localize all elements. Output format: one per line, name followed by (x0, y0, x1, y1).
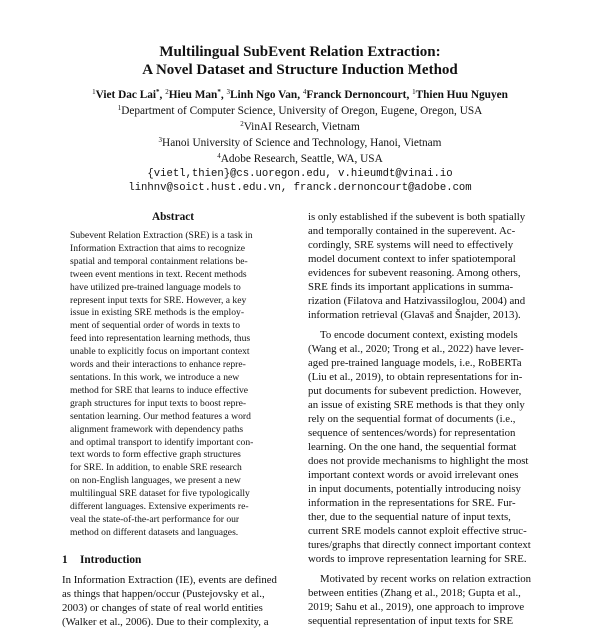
body-line: as things that happen/occur (Pustejovsky et al., (62, 587, 265, 600)
body-line: rely on the sequential format of documents (i.e., (308, 413, 516, 425)
abstract-line: unable to explicitly focus on important context (70, 346, 250, 358)
abstract-line: words and their interactions to enhance repre- (70, 359, 246, 371)
email-line-2: linhnv@soict.hust.edu.vn, franck.dernoncourt@adobe.com (128, 182, 472, 194)
body-line: ther, due to the sequential nature of input texts, (308, 511, 511, 523)
body-line: Motivated by recent works on relation extraction (320, 573, 532, 585)
body-line: words to improve representation learning for SRE. (308, 553, 527, 565)
paragraph-2 (308, 328, 530, 566)
email-line-1: {vietl,thien}@cs.uoregon.edu, v.hieumdt@vinai.io (147, 168, 453, 180)
author-5: $^1$Thien Huu Nguyen (412, 88, 508, 101)
introduction-body (62, 573, 284, 629)
section-heading-introduction (62, 553, 284, 567)
author-list: $^1$Viet Dac Lai*, $^2$Hieu Man*, $^3$Linh Ngo Van, $^4$Franck Dernoncourt, $^1$Thien Huu Nguyen (92, 88, 508, 101)
affiliation-4: $^4$Adobe Research, Seattle, WA, USA (217, 152, 383, 165)
abstract-line: method on different datasets and languages. (70, 526, 239, 538)
abstract-line: issue in existing SRE methods is the employ- (70, 307, 245, 319)
body-line: information in the representations for SRE. Fur- (308, 497, 516, 509)
abstract-body (62, 230, 284, 540)
body-line: between entities (Zhang et al., 2018; Gupta et al., (308, 587, 521, 599)
body-line: cordingly, SRE systems will need to effectively (308, 239, 514, 251)
abstract-line: for SRE. In addition, to enable SRE research (70, 462, 242, 474)
body-line: 2019; Sahu et al., 2019), one approach to improve (308, 601, 525, 613)
abstract-line: and optimal transport to identify important con- (70, 436, 254, 448)
author-3: $^3$Linh Ngo Van (226, 88, 298, 101)
body-line: does not provide mechanisms to highlight the most (308, 455, 529, 467)
paragraph-3 (308, 572, 530, 628)
body-line: learning. On the one hand, the sequential format (308, 441, 517, 453)
author-1: $^1$Viet Dac Lai* (92, 88, 160, 101)
body-line: (Liu et al., 2019), to obtain representations for in- (308, 371, 523, 383)
left-column (62, 210, 284, 629)
right-column (308, 210, 530, 628)
abstract-line: multilingual SRE dataset for five typologically (70, 488, 250, 500)
paper-title-line-1: Multilingual SubEvent Relation Extraction: (159, 44, 441, 60)
body-line: SRE finds its important applications in summa- (308, 281, 514, 293)
body-line: evidences for subevent reasoning. Among others, (308, 267, 521, 279)
abstract-line: alignment framework with dependency paths (70, 423, 244, 435)
author-4: $^4$Franck Dernoncourt (302, 88, 407, 101)
body-line: is only established if the subevent is both spatially (308, 211, 526, 223)
body-line: important context words or avoid irrelevant ones (308, 469, 519, 481)
abstract-line: graph structures for input texts to boost repre- (70, 397, 247, 409)
abstract-line: represent input texts for SRE. However, a key (70, 294, 247, 306)
abstract-line: Subevent Relation Extraction (SRE) is a task in (70, 230, 253, 241)
abstract-line: sentation learning. Our method features a word (70, 410, 251, 422)
abstract-heading: Abstract (151, 211, 195, 223)
section-number: 1 (62, 553, 68, 566)
body-line: (Walker et al., 2006). Due to their complexity, a (62, 615, 269, 628)
author-2: $^2$Hieu Man* (165, 88, 221, 101)
body-line: and temporally contained in the superevent. Ac- (308, 225, 516, 237)
body-line: (Wang et al., 2020; Trong et al., 2022) have lever- (308, 343, 524, 355)
abstract-line: text words to form effective graph structures (70, 449, 241, 461)
body-line: In Information Extraction (IE), events are defined (62, 573, 277, 586)
affiliation-3: $^3$Hanoi University of Science and Technology, Hanoi, Vietnam (158, 136, 442, 149)
abstract-line: have utilized pre-trained language models to (70, 281, 241, 293)
abstract-line: ment of sequential order of words in texts to (70, 320, 240, 332)
section-title-text: Introduction (80, 553, 142, 566)
abstract-line: different languages. Extensive experiments re- (70, 501, 249, 513)
body-line: an issue of existing SRE methods is that they only (308, 399, 525, 411)
paper-header (40, 44, 560, 195)
body-line: in input documents, potentially introducing noisy (308, 483, 521, 495)
body-line: model document context to infer spatiotemporal (308, 253, 516, 265)
body-line: 2003) or changes of state of real world entities (62, 601, 263, 614)
body-line: To encode document context, existing models (320, 329, 518, 341)
affiliation-1: $^1$Department of Computer Science, University of Oregon, Eugene, Oregon, USA (117, 104, 483, 117)
abstract-line: spatial and temporal containment relations be- (70, 255, 248, 267)
body-line: rization (Filatova and Hatzivassiloglou, 2004) and (308, 295, 526, 307)
body-line: information retrieval (Glavaš and Šnajder, 2013). (308, 309, 521, 321)
abstract-line: tween event mentions in text. Recent methods (70, 268, 247, 280)
body-line: sequential representation of input texts for SRE (308, 615, 514, 627)
affiliation-2: $^2$VinAI Research, Vietnam (240, 120, 360, 133)
body-line: aged pre-trained language models, i.e., RoBERTa (308, 357, 522, 369)
body-line: sequence of sentences/words) for representation (308, 427, 516, 439)
abstract-line: on non-English languages, we present a new (70, 475, 241, 487)
abstract-line: method for SRE that learns to induce effective (70, 384, 249, 396)
body-line: current SRE models cannot exploit effective struc- (308, 525, 527, 537)
abstract-line: feed into representation learning methods, thus (70, 333, 251, 345)
abstract-line: Information Extraction that aims to recognize (70, 242, 246, 254)
paragraph-1 (308, 210, 530, 322)
abstract-line: veal the state-of-the-art performance for our (70, 513, 240, 525)
body-line: tures/graphs that directly connect important context (308, 539, 531, 551)
paper-title-line-2: A Novel Dataset and Structure Induction Method (142, 61, 458, 78)
body-line: put documents for subevent prediction. However, (308, 385, 522, 397)
abstract-line: sentations. In this work, we introduce a new (70, 371, 240, 383)
